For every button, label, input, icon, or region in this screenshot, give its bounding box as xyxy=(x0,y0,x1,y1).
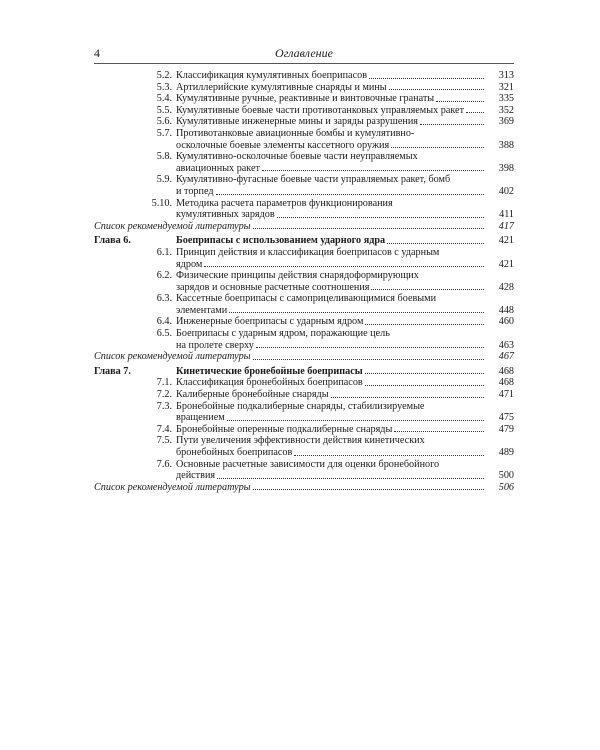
toc-chapter-row xyxy=(94,235,514,247)
toc-page-number: 421 xyxy=(498,258,514,270)
toc-entry-line: Основные расчетные зависимости для оценки бронебойного xyxy=(176,458,440,470)
toc-section-number: 7.5. xyxy=(156,435,172,447)
header-rule xyxy=(94,63,514,64)
toc-chapter-number: Глава 6. xyxy=(94,235,131,247)
toc-entry-line: Бронебойные оперенные подкалиберные снаряды xyxy=(176,423,393,435)
toc-section-row xyxy=(94,389,514,401)
toc-entry-line: Классификация бронебойных боеприпасов xyxy=(176,377,363,389)
toc-entry-title xyxy=(176,328,514,351)
toc-page-number: 460 xyxy=(498,316,514,328)
toc-literature-row xyxy=(94,351,514,363)
toc-entry-line: Калиберные бронебойные снаряды xyxy=(176,389,329,401)
toc-entry-title xyxy=(176,389,514,401)
toc-literature-row xyxy=(94,482,514,494)
toc-section-row xyxy=(94,116,514,128)
toc-entry-title xyxy=(176,366,514,378)
toc-entry-title xyxy=(176,424,514,436)
toc-section-number: 6.1. xyxy=(156,246,172,258)
toc-entry-line: бронебойных боеприпасов xyxy=(176,447,293,458)
toc-section-number: 6.2. xyxy=(156,270,172,282)
toc-page-number: 417 xyxy=(498,220,514,232)
toc-section-number: 5.8. xyxy=(156,151,172,163)
toc-entry-title xyxy=(94,351,514,363)
page-header xyxy=(94,46,514,62)
toc-page-number: 489 xyxy=(498,447,514,458)
dot-leader xyxy=(365,385,484,386)
toc-entry-line: Классификация кумулятивных боеприпасов xyxy=(176,70,367,81)
toc-entry-title xyxy=(176,247,514,270)
toc-section-row xyxy=(94,70,514,82)
toc-section-number: 5.6. xyxy=(156,116,172,128)
toc-entry-title xyxy=(176,377,514,389)
toc-section-number: 5.7. xyxy=(156,127,172,139)
toc-entry-title xyxy=(176,316,514,328)
toc-section-number: 7.3. xyxy=(156,400,172,412)
toc-section-number: 6.3. xyxy=(156,293,172,305)
toc-entry-line: Боеприпасы с ударным ядром, поражающие цель xyxy=(176,328,390,340)
toc-page-number: 421 xyxy=(498,235,514,247)
toc-entry-title xyxy=(176,293,514,316)
toc-section-row xyxy=(94,328,514,351)
toc-entry-line: зарядов и основные расчетные соотношения xyxy=(176,281,370,293)
toc-entry-line: Артиллерийские кумулятивные снаряды и мины xyxy=(176,81,387,93)
toc-section-row xyxy=(94,151,514,174)
toc-entry-line: Бронебойные подкалиберные снаряды, стабилизируемые xyxy=(176,400,425,412)
toc-section-row xyxy=(94,128,514,151)
table-of-contents xyxy=(94,70,514,493)
toc-page-number: 448 xyxy=(498,304,514,316)
page-number: 4 xyxy=(94,46,100,60)
toc-entry-title xyxy=(176,151,514,174)
dot-leader xyxy=(227,420,484,421)
toc-page-number: 428 xyxy=(498,281,514,293)
dot-leader xyxy=(371,289,484,290)
toc-section-number: 7.6. xyxy=(156,458,172,470)
toc-entry-title xyxy=(176,70,514,82)
toc-entry-line: Противотанковые авиационные бомбы и кумулятивно- xyxy=(176,127,415,139)
toc-section-number: 6.4. xyxy=(156,316,172,328)
toc-entry-line: кумулятивных зарядов xyxy=(176,209,275,221)
dot-leader xyxy=(253,489,484,490)
toc-section-row xyxy=(94,459,514,482)
toc-page-number: 398 xyxy=(498,162,514,174)
toc-entry-title xyxy=(176,198,514,221)
toc-page-number: 506 xyxy=(498,481,514,493)
dot-leader xyxy=(216,194,484,195)
toc-entry-line: и торпед xyxy=(176,185,214,197)
toc-entry-line: Список рекомендуемой литературы xyxy=(94,220,251,232)
dot-leader xyxy=(365,324,484,325)
toc-page-number: 467 xyxy=(498,351,514,363)
toc-entry-line: ядром xyxy=(176,258,203,270)
toc-entry-line: Список рекомендуемой литературы xyxy=(94,351,251,363)
toc-section-row xyxy=(94,93,514,105)
dot-leader xyxy=(391,147,484,148)
toc-page-number: 475 xyxy=(498,412,514,424)
toc-section-number: 5.4. xyxy=(156,93,172,105)
running-title: Оглавление xyxy=(275,46,333,60)
toc-entry-line: Кумулятивно-фугасные боевые части управляемых ракет, бомб xyxy=(176,174,451,186)
toc-section-row xyxy=(94,377,514,389)
toc-entry-line: элементами xyxy=(176,304,228,316)
toc-entry-line: Пути увеличения эффективности действия кинетических xyxy=(176,435,425,447)
toc-page-number: 468 xyxy=(498,365,514,377)
dot-leader xyxy=(229,312,484,313)
toc-chapter-number: Глава 7. xyxy=(94,365,131,377)
toc-entry-line: Кумулятивные инженерные мины и заряды разрушения xyxy=(176,116,418,128)
toc-entry-line: Методика расчета параметров функционирования xyxy=(176,197,393,209)
toc-section-number: 5.10. xyxy=(151,197,172,209)
toc-entry-title xyxy=(176,128,514,151)
toc-section-row xyxy=(94,174,514,197)
toc-section-number: 5.9. xyxy=(156,174,172,186)
toc-entry-line: Кумулятивные боевые части противотанковых управляемых ракет xyxy=(176,104,465,116)
toc-entry-line: действия xyxy=(176,470,216,482)
dot-leader xyxy=(294,455,484,456)
toc-section-row xyxy=(94,401,514,424)
dot-leader xyxy=(466,112,484,113)
toc-entry-line: Кумулятивные ручные, реактивные и винтовочные гранаты xyxy=(176,93,435,105)
dot-leader xyxy=(256,347,484,348)
toc-page-number: 313 xyxy=(498,70,514,81)
toc-page-number: 402 xyxy=(498,185,514,197)
toc-section-row xyxy=(94,105,514,117)
toc-section-number: 7.4. xyxy=(156,423,172,435)
toc-page-number: 411 xyxy=(499,209,514,221)
toc-page-number: 463 xyxy=(498,339,514,351)
dot-leader xyxy=(387,243,484,244)
toc-page-number: 321 xyxy=(498,81,514,93)
toc-section-row xyxy=(94,82,514,94)
toc-section-number: 5.5. xyxy=(156,104,172,116)
dot-leader xyxy=(253,359,484,360)
toc-entry-title xyxy=(176,82,514,94)
toc-entry-line: Физические принципы действия снарядоформирующих xyxy=(176,270,419,282)
toc-entry-line: Список рекомендуемой литературы xyxy=(94,481,251,493)
dot-leader xyxy=(253,228,484,229)
toc-entry-title xyxy=(94,482,514,494)
toc-entry-line: Кумулятивно-осколочные боевые части неуправляемых xyxy=(176,151,418,163)
toc-entry-title xyxy=(94,221,514,233)
toc-entry-title xyxy=(176,174,514,197)
toc-entry-line: на пролете сверху xyxy=(176,339,254,351)
dot-leader xyxy=(389,89,484,90)
toc-page-number: 471 xyxy=(498,389,514,401)
toc-section-number: 5.3. xyxy=(156,81,172,93)
toc-section-row xyxy=(94,270,514,293)
toc-page-number: 335 xyxy=(498,93,514,105)
toc-entry-title xyxy=(176,435,514,458)
toc-entry-title xyxy=(176,105,514,117)
dot-leader xyxy=(365,373,484,374)
toc-entry-title xyxy=(176,401,514,424)
toc-entry-line: Боеприпасы с использованием ударного ядра xyxy=(176,235,386,247)
toc-chapter-row xyxy=(94,366,514,378)
toc-entry-line: Принцип действия и классификация боеприпасов с ударным xyxy=(176,246,440,258)
toc-entry-line: вращением xyxy=(176,412,225,424)
toc-entry-title xyxy=(176,270,514,293)
dot-leader xyxy=(394,431,484,432)
toc-section-row xyxy=(94,293,514,316)
dot-leader xyxy=(204,266,484,267)
toc-page-number: 468 xyxy=(498,377,514,389)
toc-page-number: 479 xyxy=(498,423,514,435)
dot-leader xyxy=(217,478,484,479)
dot-leader xyxy=(277,217,484,218)
toc-section-number: 7.1. xyxy=(156,377,172,389)
dot-leader xyxy=(331,397,484,398)
toc-page-number: 369 xyxy=(498,116,514,128)
toc-section-row xyxy=(94,424,514,436)
toc-entry-line: Кассетные боеприпасы с самоприцеливающимися боевыми xyxy=(176,293,437,305)
toc-entry-line: осколочные боевые элементы кассетного оружия xyxy=(176,139,390,151)
toc-section-row xyxy=(94,198,514,221)
toc-entry-title xyxy=(176,235,514,247)
toc-entry-title xyxy=(176,93,514,105)
toc-section-row xyxy=(94,247,514,270)
toc-section-row xyxy=(94,435,514,458)
dot-leader xyxy=(436,101,484,102)
toc-entry-title xyxy=(176,116,514,128)
toc-page-number: 500 xyxy=(498,470,514,482)
dot-leader xyxy=(369,78,484,79)
toc-literature-row xyxy=(94,221,514,233)
toc-page-number: 388 xyxy=(498,139,514,151)
dot-leader xyxy=(262,170,484,171)
toc-entry-line: Инженерные боеприпасы с ударным ядром xyxy=(176,316,364,328)
toc-section-number: 5.2. xyxy=(156,70,172,81)
toc-section-row xyxy=(94,316,514,328)
toc-entry-title xyxy=(176,459,514,482)
toc-entry-line: авиационных ракет xyxy=(176,162,260,174)
dot-leader xyxy=(420,124,484,125)
toc-entry-line: Кинетические бронебойные боеприпасы xyxy=(176,365,363,377)
toc-section-number: 6.5. xyxy=(156,328,172,340)
toc-section-number: 7.2. xyxy=(156,389,172,401)
toc-page-number: 352 xyxy=(498,104,514,116)
